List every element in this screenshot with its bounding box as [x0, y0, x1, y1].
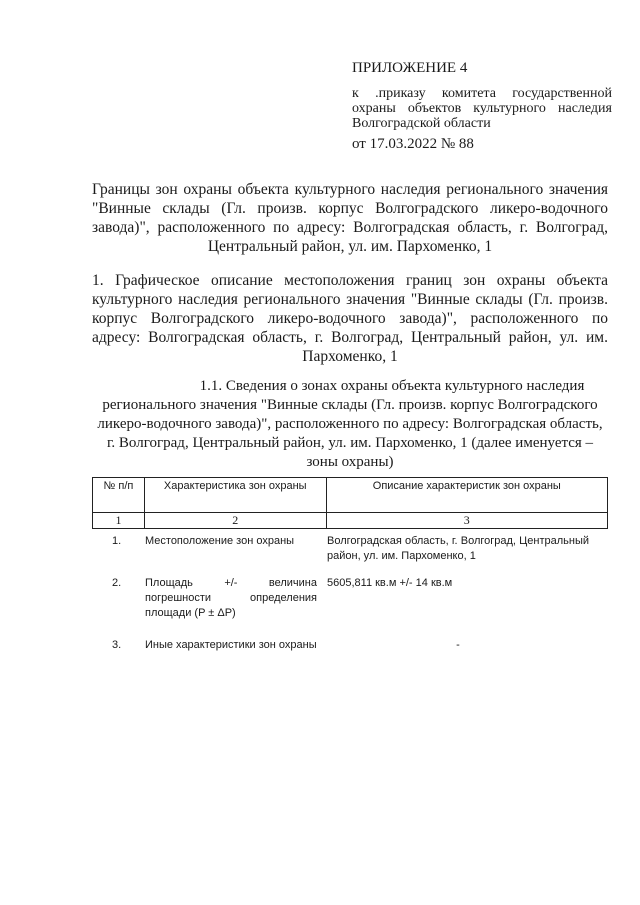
row-2-num: 2.: [112, 577, 122, 589]
row-1-description: Волгоградская область, г. Волгоград, Центральный район, ул. им. Пархоменко, 1: [327, 535, 589, 562]
col-number-1: 1: [93, 513, 145, 529]
order-reference: к .приказу комитета государственной охраны объектов культурного наследия Волгоградской области: [352, 86, 612, 131]
table-header-row: [93, 478, 608, 513]
document-title: Границы зон охраны объекта культурного наследия регионального значения "Винные склады (Гл. произв. корпус Волгоградского ликеро-водочного завода)", расположенного по адресу: Волгоградская область, г. Волгоград, Центральный район, ул. им. Пархоменко, 1: [92, 181, 608, 255]
row-1-characteristic: Местоположение зон охраны: [145, 535, 295, 547]
section-1-1-text: 1.1. Сведения о зонах охраны объекта культурного наследия регионального значения "Винные склады (Гл. произв. корпус Волгоградского ликеро-водочного завода)", расположенного по адресу: Волгоградская область, г. Волгоград, Центральный район, ул. им. Пархоменко, 1 (далее именуется – зоны охраны): [97, 378, 603, 470]
header-num: № п/п: [93, 478, 145, 513]
row-3-num: 3.: [112, 639, 122, 651]
row-1-num: 1.: [112, 535, 122, 547]
order-date: от 17.03.2022 № 88: [352, 136, 474, 152]
appendix-title: ПРИЛОЖЕНИЕ 4: [352, 60, 468, 76]
row-2-characteristic: Площадь +/- величина погрешности определения площади (P ± ΔP): [145, 577, 317, 619]
section-1-heading: 1. Графическое описание местоположения границ зон охраны объекта культурного наследия регионального значения "Винные склады (Гл. произв. корпус Волгоградского ликеро-водочного завода)", расположенного по адресу: Волгоградская область, г. Волгоград, Центральный район, ул. им. Пархоменко, 1: [92, 272, 608, 365]
header-description: Описание характеристик зон охраны: [326, 478, 607, 513]
zones-table-header: [92, 477, 608, 529]
row-3-description: -: [456, 639, 460, 651]
header-characteristic: Характеристика зон охраны: [144, 478, 326, 513]
col-number-3: 3: [326, 513, 607, 529]
row-3-characteristic: Иные характеристики зон охраны: [145, 639, 317, 651]
table-column-numbers: [93, 513, 608, 529]
row-2-description: 5605,811 кв.м +/- 14 кв.м: [327, 577, 453, 589]
col-number-2: 2: [144, 513, 326, 529]
section-1-1-heading: [92, 377, 608, 472]
